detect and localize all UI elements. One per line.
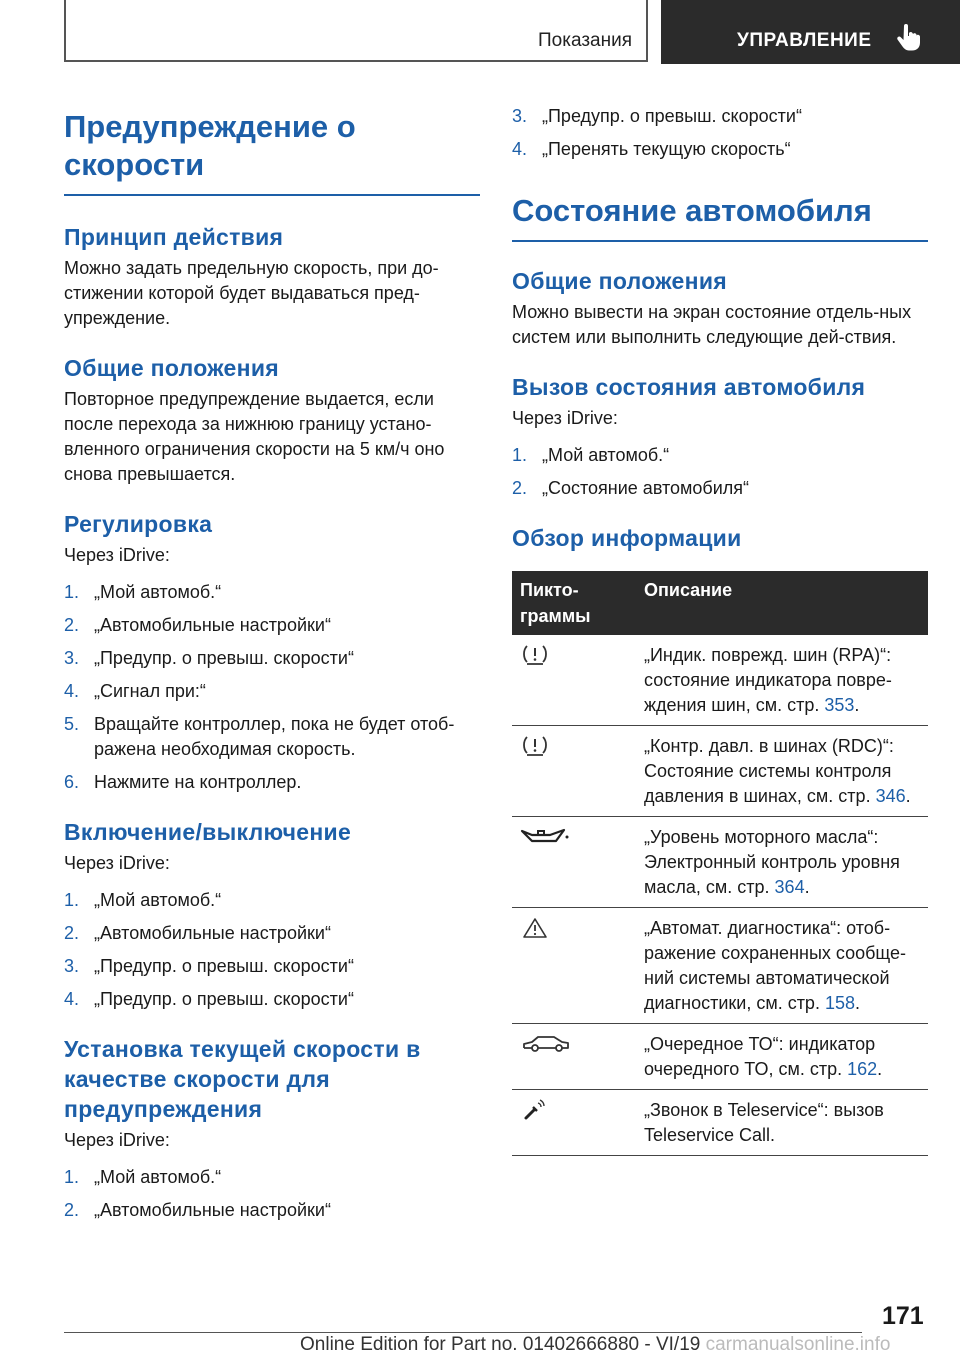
table-cell-description: „Автомат. диагностика“: отоб-ражение сохраненных сообще-ний системы автоматической диагностики, см. стр. 158. (636, 908, 928, 1024)
list-item: 1. „Мой автомоб.“ (64, 890, 222, 910)
table-cell-description: „Звонок в Teleservice“: вызов Teleservice Call. (636, 1090, 928, 1156)
list-item: 2. „Автомобильные настройки“ (64, 615, 331, 635)
heading-general-vehicle: Общие положения (512, 268, 727, 294)
table-row (512, 726, 928, 817)
list-item: 2. „Состояние автомобиля“ (512, 478, 750, 498)
text-general-vehicle: Можно вывести на экран состояние отдель-ных систем или выполнить следующие дей-ствия. (512, 302, 912, 347)
warning-triangle-icon (520, 916, 550, 940)
table-row (512, 1090, 928, 1156)
heading-on-off: Включение/выключение (64, 819, 352, 845)
list-item: 6. Нажмите на контроллер. (64, 772, 302, 792)
service-car-icon (520, 1032, 572, 1056)
text-general: Повторное предупреждение выдается, если после перехода за нижнюю границу устано-вленного ограничения скорости на 5 км/ч оно снова превышается. (64, 389, 445, 484)
page-link[interactable]: 162 (847, 1059, 878, 1079)
header-section-box (64, 0, 648, 62)
right-column (512, 100, 928, 1156)
table-header-description: Описание (636, 571, 928, 635)
heading-set-current-speed: Установка текущей скорости в качестве скорости для предупреждения (64, 1036, 421, 1122)
list-item: 1. „Мой автомоб.“ (64, 582, 222, 602)
list-on-off (64, 888, 480, 1012)
intro-set-current-speed: Через iDrive: (64, 1130, 170, 1150)
list-call-status (512, 443, 928, 501)
list-item: 4. „Предупр. о превыш. скорости“ (64, 989, 354, 1009)
footer-edition-text: Online Edition for Part no. 01402666880 - VI/19 (300, 1334, 701, 1355)
page-number: 171 (882, 1302, 924, 1330)
table-cell-description: „Очередное ТО“: индикатор очередного ТО, см. стр. 162. (636, 1024, 928, 1090)
intro-adjustment: Через iDrive: (64, 545, 170, 565)
table-row (512, 635, 928, 726)
list-item: 4. „Сигнал при:“ (64, 681, 206, 701)
list-continued (512, 104, 928, 162)
table-header-pictograms: Пикто-граммы (512, 571, 636, 635)
list-item: 1. „Мой автомоб.“ (512, 445, 670, 465)
table-cell-icon (512, 635, 636, 726)
list-set-current-speed (64, 1165, 480, 1223)
footer-rule (64, 1332, 862, 1333)
list-item: 2. „Автомобильные настройки“ (64, 1200, 331, 1220)
list-item: 4. „Перенять текущую скорость“ (512, 139, 791, 159)
table-cell-description: „Индик. поврежд. шин (RPA)“: состояние индикатора повре-ждения шин, см. стр. 353. (636, 635, 928, 726)
hand-touch-icon (893, 22, 923, 52)
list-item: 2. „Автомобильные настройки“ (64, 923, 331, 943)
page-link[interactable]: 364 (774, 877, 805, 897)
header-section-title: Показания (538, 30, 632, 51)
page-title-vehicle-status: Состояние автомобиля (512, 193, 872, 228)
table-cell-icon (512, 1024, 636, 1090)
list-adjustment (64, 580, 480, 795)
footer-edition (300, 1334, 890, 1356)
heading-info-overview: Обзор информации (512, 525, 742, 551)
header-chapter-title: УПРАВЛЕНИЕ (737, 30, 872, 51)
footer-watermark: carmanualsonline.info (705, 1334, 891, 1355)
list-item: 5. Вращайте контроллер, пока не будет отоб-ражена необходимая скорость. (64, 714, 455, 759)
table-row (512, 1024, 928, 1090)
page-title-speed-warning: Предупреждение о скорости (64, 109, 356, 182)
tire-pressure-icon (520, 734, 550, 758)
table-cell-icon (512, 1090, 636, 1156)
list-item: 3. „Предупр. о превыш. скорости“ (64, 648, 354, 668)
info-table (512, 571, 928, 1156)
table-cell-icon (512, 726, 636, 817)
table-row (512, 908, 928, 1024)
intro-call-status: Через iDrive: (512, 408, 618, 428)
heading-general: Общие положения (64, 355, 279, 381)
intro-on-off: Через iDrive: (64, 853, 170, 873)
table-cell-icon (512, 908, 636, 1024)
left-column (64, 100, 480, 1223)
oil-can-icon (520, 825, 570, 849)
teleservice-icon (520, 1098, 550, 1122)
list-item: 3. „Предупр. о превыш. скорости“ (64, 956, 354, 976)
title-rule (64, 194, 480, 196)
table-cell-description: „Контр. давл. в шинах (RDC)“: Состояние системы контроля давления в шинах, см. стр. 346. (636, 726, 928, 817)
table-row (512, 817, 928, 908)
page-link[interactable]: 353 (824, 695, 855, 715)
heading-principle: Принцип действия (64, 224, 284, 250)
table-cell-icon (512, 817, 636, 908)
list-item: 1. „Мой автомоб.“ (64, 1167, 222, 1187)
page-link[interactable]: 346 (875, 786, 906, 806)
page-link[interactable]: 158 (824, 993, 855, 1013)
table-cell-description: „Уровень моторного масла“: Электронный контроль уровня масла, см. стр. 364. (636, 817, 928, 908)
heading-adjustment: Регулировка (64, 511, 213, 537)
tire-pressure-icon (520, 643, 550, 667)
list-item: 3. „Предупр. о превыш. скорости“ (512, 106, 802, 126)
text-principle: Можно задать предельную скорость, при до-стижении которой будет выдаваться пред-упреждение. (64, 258, 439, 328)
title-rule (512, 240, 928, 242)
heading-call-status: Вызов состояния автомобиля (512, 374, 866, 400)
header-chapter-tab (661, 0, 960, 64)
